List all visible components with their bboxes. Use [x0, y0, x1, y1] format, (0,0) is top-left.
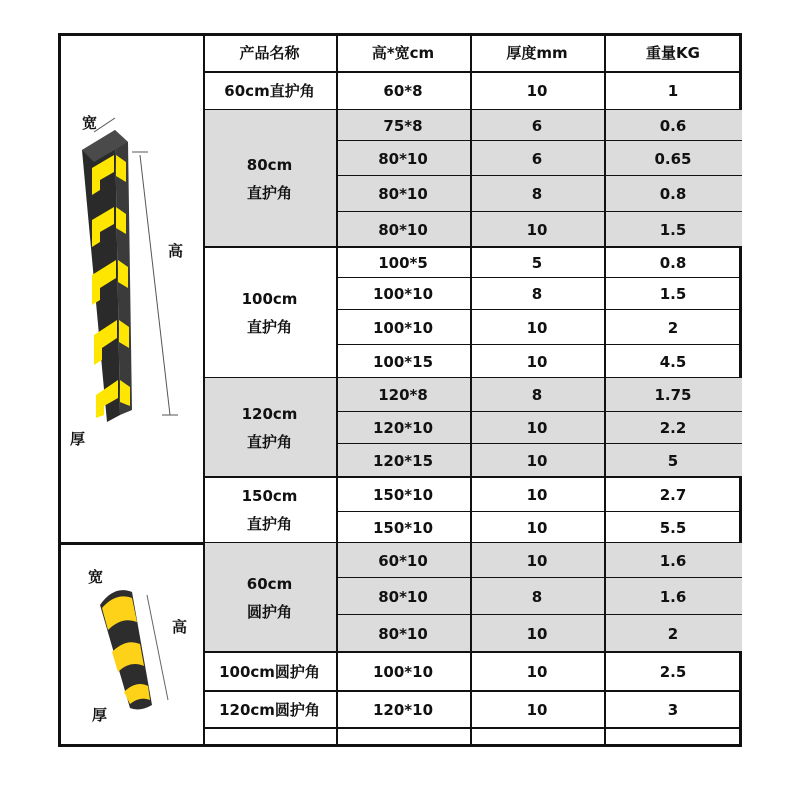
round-corner-guard-illustration	[92, 580, 192, 720]
cell-size: 120*10	[372, 700, 434, 719]
cell-size: 75*8	[336, 110, 470, 141]
product-name-cell	[203, 543, 336, 652]
column-header: 高*宽cm	[371, 44, 435, 62]
round-thickness-label: 厚	[92, 706, 108, 724]
cell-thickness: 8	[531, 285, 543, 303]
product-name-cell	[203, 652, 336, 691]
thickness-label: 厚	[70, 430, 86, 448]
cell-weight: 0.8	[604, 176, 742, 212]
cell-thickness: 10	[470, 412, 604, 444]
cell-weight: 1.75	[604, 378, 742, 412]
cell-weight: 2.7	[659, 485, 687, 504]
product-name: 直护角	[246, 183, 292, 202]
round-width-label: 宽	[88, 568, 104, 586]
row-divider	[336, 211, 742, 212]
product-name-cell	[203, 691, 336, 728]
product-name: 120cm圆护角	[219, 700, 320, 719]
cell-size: 120*15	[336, 444, 470, 477]
cell-size: 80*10	[336, 141, 470, 176]
cell-size: 100*15	[372, 352, 434, 371]
cell-weight: 2.5	[659, 662, 687, 681]
cell-thickness: 10	[526, 518, 548, 537]
cell-size: 150*10	[372, 485, 434, 504]
cell-thickness: 10	[470, 543, 604, 578]
cell-thickness: 10	[526, 82, 548, 100]
cell-thickness: 5	[531, 253, 543, 272]
cell-thickness: 8	[470, 176, 604, 212]
row-divider	[336, 411, 742, 412]
row-divider	[336, 443, 742, 444]
cell-size: 120*10	[336, 412, 470, 444]
cell-weight: 4.5	[659, 352, 687, 371]
product-name: 60cm直护角	[224, 82, 315, 100]
cell-thickness: 6	[470, 141, 604, 176]
cell-thickness: 8	[470, 378, 604, 412]
column-divider	[604, 33, 606, 747]
product-name-cell	[203, 72, 336, 110]
column-divider	[470, 33, 472, 747]
product-name: 80cm	[246, 155, 293, 174]
row-divider	[336, 309, 742, 310]
cell-weight: 1.5	[659, 285, 687, 303]
row-divider	[336, 511, 742, 512]
row-divider	[336, 277, 742, 278]
cell-size: 80*10	[336, 615, 470, 652]
height-label: 高	[168, 242, 184, 260]
cell-thickness: 10	[470, 212, 604, 247]
cell-size: 100*5	[378, 253, 428, 272]
row-divider	[336, 614, 742, 615]
cell-weight: 1.6	[604, 578, 742, 615]
cell-thickness: 10	[526, 485, 548, 504]
row-divider	[203, 71, 742, 73]
cell-weight: 0.8	[659, 253, 687, 272]
column-header: 厚度mm	[506, 44, 568, 62]
cell-size: 100*10	[372, 318, 434, 337]
product-name: 60cm	[246, 574, 293, 593]
product-name: 直护角	[246, 317, 292, 336]
cell-size: 100*10	[372, 285, 434, 303]
round-height-label: 高	[172, 618, 188, 636]
product-name-cell	[203, 477, 336, 543]
cell-weight: 2	[604, 615, 742, 652]
straight-corner-guard-illustration	[70, 110, 190, 430]
product-name: 圆护角	[246, 602, 292, 621]
cell-size: 150*10	[372, 518, 434, 537]
product-name: 直护角	[246, 515, 292, 533]
row-divider	[203, 727, 742, 729]
cell-thickness: 10	[470, 444, 604, 477]
cell-weight: 3	[667, 700, 679, 719]
row-divider	[336, 175, 742, 176]
cell-weight: 0.65	[604, 141, 742, 176]
row-divider	[336, 140, 742, 141]
cell-size: 60*10	[336, 543, 470, 578]
product-name-cell	[203, 110, 336, 247]
cell-size: 60*8	[383, 82, 423, 100]
product-name: 120cm	[241, 404, 298, 423]
cell-weight: 0.6	[604, 110, 742, 141]
cell-thickness: 10	[526, 700, 548, 719]
row-divider	[336, 344, 742, 345]
cell-size: 120*8	[336, 378, 470, 412]
product-name: 100cm圆护角	[219, 662, 320, 681]
width-label: 宽	[82, 114, 98, 132]
cell-weight: 1	[667, 82, 679, 100]
row-divider	[336, 577, 742, 578]
cell-size: 80*10	[336, 176, 470, 212]
cell-thickness: 6	[470, 110, 604, 141]
cell-weight: 1.6	[604, 543, 742, 578]
cell-size: 80*10	[336, 212, 470, 247]
column-divider	[336, 33, 338, 747]
product-name: 100cm	[241, 289, 298, 308]
cell-thickness: 10	[526, 662, 548, 681]
cell-weight: 5	[604, 444, 742, 477]
cell-weight: 5.5	[659, 518, 687, 537]
product-name-cell	[203, 378, 336, 477]
cell-size: 80*10	[336, 578, 470, 615]
row-divider	[58, 542, 203, 545]
product-name-cell	[203, 247, 336, 378]
column-divider	[203, 33, 205, 747]
column-header: 产品名称	[239, 44, 300, 62]
cell-thickness: 8	[470, 578, 604, 615]
cell-thickness: 10	[470, 615, 604, 652]
cell-size: 100*10	[372, 662, 434, 681]
column-header: 重量KG	[646, 44, 700, 62]
cell-thickness: 10	[526, 352, 548, 371]
product-name: 直护角	[246, 432, 292, 451]
product-name: 150cm	[241, 487, 298, 505]
cell-weight: 2.2	[604, 412, 742, 444]
cell-thickness: 10	[526, 318, 548, 337]
cell-weight: 1.5	[604, 212, 742, 247]
cell-weight: 2	[667, 318, 679, 337]
